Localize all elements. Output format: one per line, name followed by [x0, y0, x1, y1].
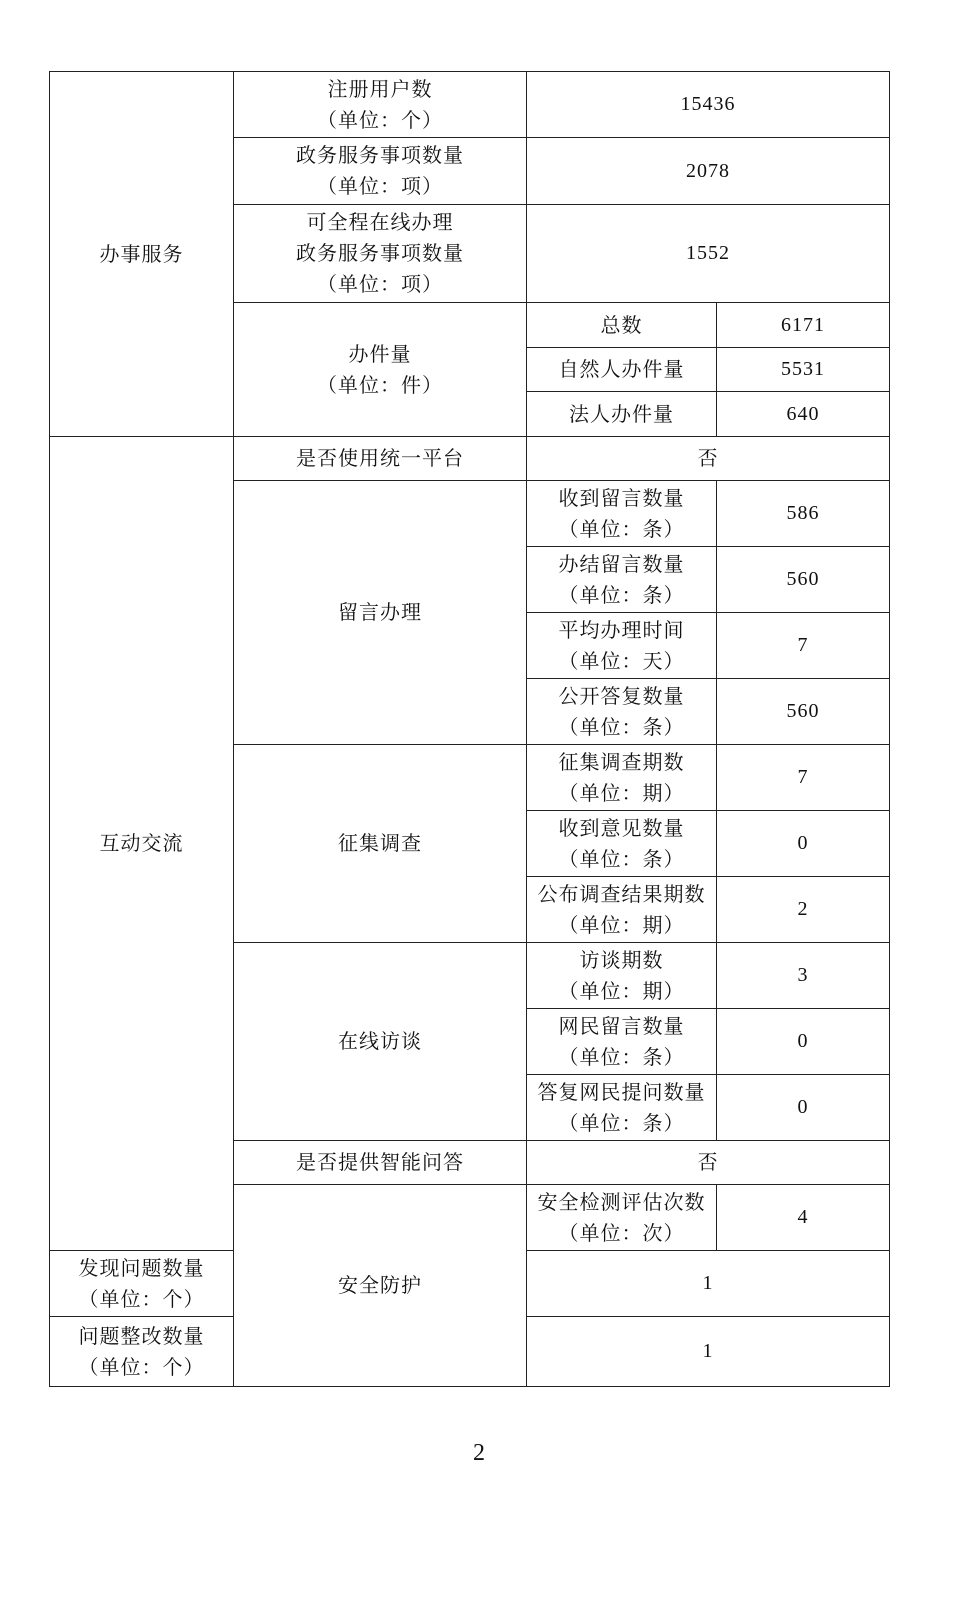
table-row — [50, 72, 890, 138]
sub-value: 2 — [717, 877, 890, 943]
row-label: 问题整改数量 （单位：个） — [50, 1317, 234, 1387]
row-value: 2078 — [527, 138, 890, 205]
row-value: 1552 — [527, 205, 890, 303]
sub-label: 平均办理时间 （单位：天） — [527, 613, 717, 679]
sub-label: 办结留言数量 （单位：条） — [527, 547, 717, 613]
sub-label: 访谈期数 （单位：期） — [527, 943, 717, 1009]
sub-value: 7 — [717, 613, 890, 679]
sub-label: 总数 — [527, 303, 717, 348]
row-label: 安全检测评估次数 （单位：次） — [527, 1185, 717, 1251]
sub-label: 法人办件量 — [527, 392, 717, 437]
cases-label: 办件量 （单位：件） — [234, 303, 527, 437]
sub-label: 答复网民提问数量 （单位：条） — [527, 1075, 717, 1141]
row-label: 政务服务事项数量 （单位：项） — [234, 138, 527, 205]
row-value: 否 — [527, 437, 890, 481]
sub-label: 收到留言数量 （单位：条） — [527, 481, 717, 547]
category-service: 办事服务 — [50, 72, 234, 437]
row-value: 否 — [527, 1141, 890, 1185]
row-label: 注册用户数 （单位：个） — [234, 72, 527, 138]
sub-value: 0 — [717, 1009, 890, 1075]
sub-value: 560 — [717, 679, 890, 745]
surveys-label: 征集调查 — [234, 745, 527, 943]
messages-label: 留言办理 — [234, 481, 527, 745]
row-label: 可全程在线办理 政务服务事项数量 （单位：项） — [234, 205, 527, 303]
row-value: 4 — [717, 1185, 890, 1251]
sub-value: 7 — [717, 745, 890, 811]
page-number: 2 — [473, 1440, 485, 1466]
sub-value: 6171 — [717, 303, 890, 348]
sub-label: 公开答复数量 （单位：条） — [527, 679, 717, 745]
sub-label: 公布调查结果期数 （单位：期） — [527, 877, 717, 943]
sub-label: 自然人办件量 — [527, 348, 717, 392]
sub-label: 收到意见数量 （单位：条） — [527, 811, 717, 877]
sub-value: 3 — [717, 943, 890, 1009]
report-table — [49, 71, 890, 1387]
category-security: 安全防护 — [234, 1185, 527, 1387]
row-label: 是否使用统一平台 — [234, 437, 527, 481]
row-label: 是否提供智能问答 — [234, 1141, 527, 1185]
sub-label: 征集调查期数 （单位：期） — [527, 745, 717, 811]
sub-value: 0 — [717, 811, 890, 877]
row-label: 发现问题数量 （单位：个） — [50, 1251, 234, 1317]
sub-value: 640 — [717, 392, 890, 437]
sub-value: 560 — [717, 547, 890, 613]
interviews-label: 在线访谈 — [234, 943, 527, 1141]
sub-value: 586 — [717, 481, 890, 547]
row-value: 15436 — [527, 72, 890, 138]
row-value: 1 — [527, 1317, 890, 1387]
table-row — [50, 437, 890, 481]
row-value: 1 — [527, 1251, 890, 1317]
category-interaction: 互动交流 — [50, 437, 234, 1251]
sub-value: 0 — [717, 1075, 890, 1141]
report-table-frame — [49, 71, 889, 1390]
sub-label: 网民留言数量 （单位：条） — [527, 1009, 717, 1075]
sub-value: 5531 — [717, 348, 890, 392]
